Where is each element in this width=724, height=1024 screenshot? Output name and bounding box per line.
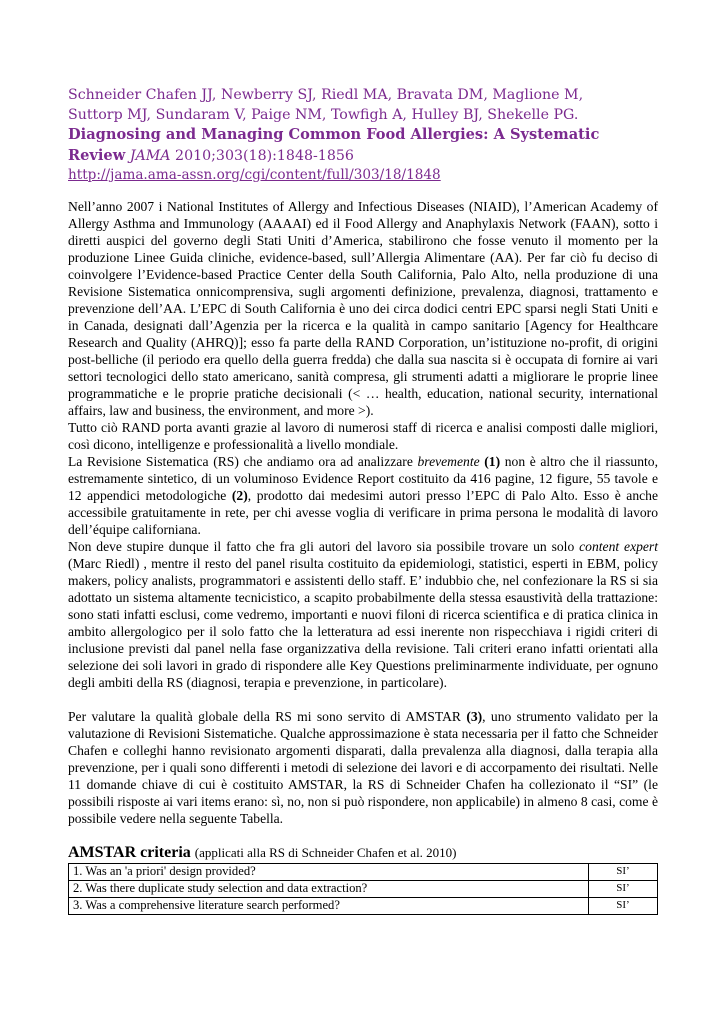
table-row [69, 863, 658, 880]
amstar-section [68, 844, 658, 915]
citation-authors-1: Schneider Chafen JJ, Newberry SJ, Riedl MA, Bravata DM, Maglione M, [68, 87, 584, 103]
citation-block [68, 86, 658, 186]
amstar-heading: AMSTAR criteria [68, 843, 191, 861]
paragraph-4 [68, 538, 658, 691]
document-page [68, 86, 658, 915]
journal-reference: 2010;303(18):1848-1856 [170, 147, 354, 164]
table-row [69, 897, 658, 914]
amstar-table [68, 863, 658, 915]
body-text [68, 198, 658, 827]
paragraph-3-text-c: , prodotto dai medesimi autori presso l’EPC di Palo Alto. Esso è anche accessibile gratuitamente in rete, per chi avesse voglia di verificare in prima persona le modalità di lavoro dell’équipe californiana. [68, 487, 658, 537]
paragraph-4-text-a: Non deve stupire dunque il fatto che fra gli autori del lavoro sia possibile trovare un solo [68, 538, 580, 554]
answer-cell: SI’ [589, 863, 658, 880]
journal-name: JAMA [129, 147, 171, 164]
paragraph-3 [68, 453, 658, 538]
citation-title-line [68, 125, 658, 166]
citation-authors-2: Suttorp MJ, Sundaram V, Paige NM, Towfigh A, Hulley BJ, Shekelle PG. [68, 106, 579, 123]
reference-2: (2) [231, 487, 248, 503]
paragraph-5-text-b: , uno strumento validato per la valutazione di Revisioni Sistematiche. Qualche approssimazione è stata necessaria per il fatto che Schneider Chafen e colleghi hanno revisionato argomenti disparati, dalla prevalenza alla diagnosi, dalla terapia alla prevenzione, per i quali sono differenti i metodi di selezione dei lavori e di accorpamento dei risultati. Nelle 11 domande chiave di cui è costituito AMSTAR, la RS di Schneider Chafen ha collezionato il “SI” (le possibili risposte ai vari items erano: sì, no, non si può rispondere, non applicabile) in almeno 8 casi, come è possibile vedere nella seguente Tabella. [68, 708, 659, 826]
article-link[interactable]: http://jama.ama-assn.org/cgi/content/full/303/18/1848 [68, 167, 441, 183]
paragraph-5-text-a: Per valutare la qualità globale della RS mi sono servito di AMSTAR [68, 708, 467, 724]
paragraph-4-text-b: (Marc Riedl) , mentre il resto del panel risulta costituito da epidemiologi, statistici, esperti in EBM, policy makers, policy analists, programmatori e assistenti dello staff. E’ indubbio che, nel confezionare la RS si sia adottato un sistema altamente tecnicistico, a scapito probabilmente della stessa esaustività della trattazione: sono stati infatti esclusi, come vedremo, importanti e nuovi filoni di ricerca scientifica e di pratica clinica in ambito allergologico per il solo fatto che la letteratura ad essi inerente non rispecchiava i rigidi criteri di inclusione previsti dal panel nella fase organizzativa della revisione. Tali criteri erano infatti orientati alla selezione dei soli lavori in grado di rispondere alle Key Questions preliminarmente individuate, per ognuno degli ambiti della RS (diagnosi, terapia e prevenzione, in particolare). [68, 555, 658, 690]
paragraph-4-emphasis: content expert [579, 538, 659, 554]
reference-1: (1) [479, 453, 501, 469]
paragraph-1: Nell’anno 2007 i National Institutes of Allergy and Infectious Diseases (NIAID), l’American Academy of Allergy Asthma and Immunology (AAAAI) ed il Food Allergy and Anaphylaxis Network (FAAN), sotto i diretti auspici del governo degli Stati Uniti d’America, stabilirono che fosse venuto il momento per la produzione Linee Guida cliniche, evidence-based, sull’Allergia Alimentare (AA). Per far ciò fu deciso di coinvolgere l’Evidence-based Practice Center della South California, Palo Alto, nella produzione di una Revisione Sistematica onnicomprensiva, sugli argomenti definizione, prevalenza, diagnosi, trattamento e prevenzione dell’AA. L’EPC di South California è uno dei circa dodici centri EPC sparsi negli Stati Uniti e in Canada, designati dall’Agenzia per la ricerca e la qualità in campo sanitario [Agency for Healthcare Research and Quality (AHRQ)]; esso fa parte della RAND Corporation, un’istituzione no-profit, di origini post-belliche (il periodo era quello della guerra fredda) che dalla sua nascita si è occupata di fornire ai vari settori tecnologici dello stato americano, sanità compresa, gli strumenti adatti a migliorare le proprie linee programmatiche e le proprie pratiche decisionali (< … health, education, national security, international affairs, law and business, the environment, and more >). [68, 198, 658, 418]
question-cell: 1. Was an 'a priori' design provided? [69, 863, 589, 880]
question-cell: 2. Was there duplicate study selection and data extraction? [69, 880, 589, 897]
question-cell: 3. Was a comprehensive literature search performed? [69, 897, 589, 914]
article-title: Diagnosing and Managing Common Food Allergies: A Systematic Review [68, 126, 600, 164]
paragraph-5 [68, 708, 658, 827]
answer-cell: SI’ [589, 880, 658, 897]
paragraph-3-text-a: La Revisione Sistematica (RS) che andiamo ora ad analizzare [68, 453, 418, 469]
amstar-subheading: (applicati alla RS di Schneider Chafen et al. 2010) [194, 844, 457, 860]
answer-cell: SI’ [589, 897, 658, 914]
amstar-heading-line [68, 844, 658, 862]
reference-3: (3) [466, 708, 483, 724]
paragraph-3-emphasis: brevemente [417, 453, 480, 469]
paragraph-2: Tutto ciò RAND porta avanti grazie al lavoro di numerosi staff di ricerca e analisi composti dalle migliori, così dicono, intelligenze e professionalità a livello mondiale. [68, 419, 658, 452]
table-row [69, 880, 658, 897]
paragraph-3-text-b: non è altro che il riassunto, estremamente sintetico, di un voluminoso Evidence Report costituito da 416 pagine, 12 figure, 55 tavole e 12 appendici metodologiche [68, 453, 659, 503]
